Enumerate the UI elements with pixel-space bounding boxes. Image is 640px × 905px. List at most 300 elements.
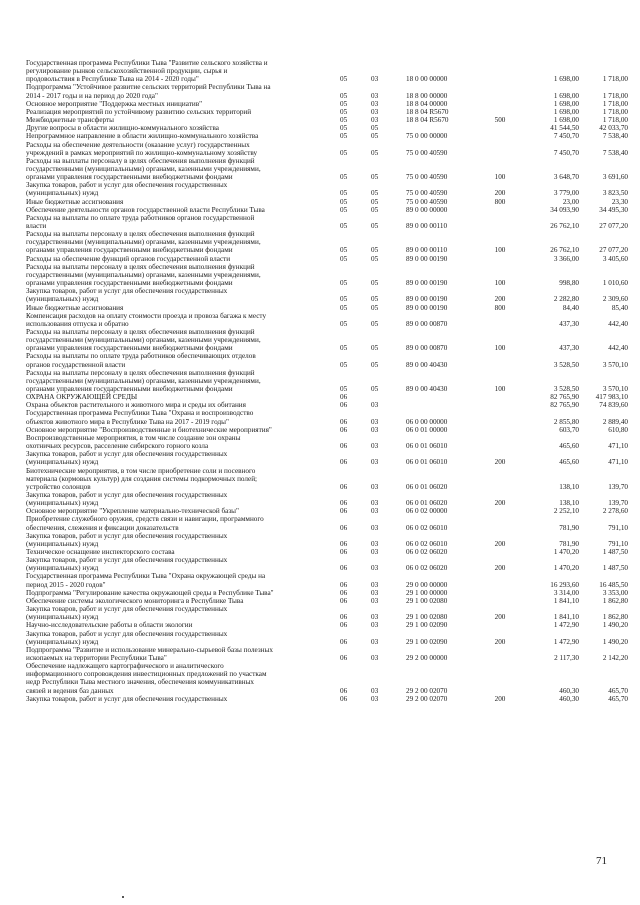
table-row	[0, 369, 640, 393]
amount-year-2: 2 278,60	[602, 507, 628, 516]
expense-type-code: 500	[494, 116, 506, 125]
description-line: Подпрограмма "Устойчивое развитие сельских территорий Республики Тыва на	[26, 83, 271, 92]
expense-type-code: 200	[494, 637, 506, 646]
amount-year-1: 1 698,00	[553, 99, 579, 108]
amount-year-1: 26 762,10	[550, 246, 579, 255]
target-article-code: 89 0 00 00190	[406, 303, 448, 312]
subsection-code: 05	[371, 132, 379, 141]
target-article-code: 06 0 01 00000	[406, 425, 448, 434]
subsection-code: 03	[371, 458, 379, 467]
subsection-code: 03	[371, 548, 379, 556]
section-code: 05	[340, 116, 348, 125]
row-description	[26, 352, 336, 368]
description-line: (муниципальных) нужд	[26, 458, 99, 467]
row-description	[26, 434, 336, 450]
amount-year-2: 1 718,00	[602, 116, 628, 125]
expense-type-code: 200	[494, 295, 506, 304]
section-code: 06	[340, 621, 348, 630]
target-article-code: 29 1 00 02090	[406, 621, 448, 630]
subsection-code: 03	[371, 75, 379, 84]
target-article-code: 06 0 01 06020	[406, 499, 448, 508]
target-article-code: 75 0 00 40590	[406, 173, 448, 182]
description-line: Закупка товаров, работ и услуг для обеспечения государственных	[26, 450, 228, 459]
amount-year-1: 1 472,90	[553, 637, 579, 646]
description-line: государственными (муниципальными) органами, казенными учреждениями,	[26, 336, 261, 345]
table-row	[0, 287, 640, 303]
amount-year-2: 85,40	[611, 303, 628, 312]
subsection-code: 03	[371, 401, 379, 410]
section-code: 06	[340, 539, 348, 548]
section-code: 05	[340, 319, 348, 328]
table-row	[0, 695, 640, 703]
target-article-code: 29 1 00 02080	[406, 596, 448, 605]
amount-year-1: 16 293,60	[550, 580, 579, 589]
description-line: Закупка товаров, работ и услуг для обеспечения государственных	[26, 629, 228, 638]
row-description	[26, 450, 336, 466]
table-row	[0, 548, 640, 556]
description-line: Расходы на выплаты персоналу в целях обеспечения выполнения функций	[26, 368, 255, 377]
amount-year-2: 3 823,50	[602, 189, 628, 198]
subsection-code: 03	[371, 482, 379, 491]
section-code: 05	[340, 148, 348, 157]
amount-year-2: 1 490,20	[602, 637, 628, 646]
target-article-code: 89 0 00 00870	[406, 344, 448, 353]
target-article-code: 06 0 00 00000	[406, 417, 448, 426]
row-description	[26, 328, 336, 352]
amount-year-2: 1 487,50	[602, 564, 628, 573]
description-line: Обеспечение деятельности органов государственной власти Республики Тыва	[26, 205, 265, 214]
amount-year-1: 2 855,80	[553, 417, 579, 426]
subsection-code: 03	[371, 91, 379, 100]
amount-year-2: 34 495,30	[599, 205, 628, 214]
subsection-code: 03	[371, 637, 379, 646]
expense-type-code: 100	[494, 384, 506, 393]
target-article-code: 06 0 02 06010	[406, 539, 448, 548]
subsection-code: 05	[371, 303, 379, 312]
row-description	[26, 83, 336, 99]
row-description	[26, 141, 336, 157]
description-line: (муниципальных) нужд	[26, 564, 99, 573]
table-row	[0, 393, 640, 401]
target-article-code: 06 0 02 06010	[406, 523, 448, 532]
subsection-code: 03	[371, 99, 379, 108]
amount-year-1: 1 841,10	[553, 613, 579, 622]
row-description	[26, 263, 336, 287]
amount-year-1: 7 450,70	[553, 148, 579, 157]
section-code: 06	[340, 482, 348, 491]
description-line: (муниципальных) нужд	[26, 613, 99, 622]
table-row	[0, 206, 640, 214]
amount-year-2: 465,70	[608, 686, 628, 695]
description-line: Иные бюджетные ассигнования	[26, 303, 124, 312]
amount-year-1: 1 698,00	[553, 91, 579, 100]
target-article-code: 18 8 04 R5670	[406, 116, 449, 125]
description-line: Научно-исследовательские работы в области экологии	[26, 621, 193, 630]
table-row	[0, 198, 640, 206]
description-line: ОХРАНА ОКРУЖАЮЩЕЙ СРЕДЫ	[26, 393, 138, 402]
amount-year-1: 1 470,20	[553, 548, 579, 556]
description-line: Охрана объектов растительного и животного мира и среды их обитания	[26, 401, 246, 410]
table-row	[0, 630, 640, 646]
description-line: Реализация мероприятий по устойчивому развитию сельских территорий	[26, 107, 252, 116]
amount-year-1: 460,30	[559, 694, 579, 703]
target-article-code: 29 2 00 02070	[406, 686, 448, 695]
section-code: 05	[340, 279, 348, 288]
amount-year-1: 465,60	[559, 458, 579, 467]
subsection-code: 03	[371, 107, 379, 116]
target-article-code: 75 0 00 00000	[406, 132, 448, 141]
table-row	[0, 556, 640, 572]
amount-year-1: 23,00	[562, 197, 579, 206]
subsection-code: 05	[371, 295, 379, 304]
section-code: 06	[340, 588, 348, 597]
section-code: 06	[340, 637, 348, 646]
description-line: Закупка товаров, работ и услуг для обеспечения государственных	[26, 490, 228, 499]
section-code: 06	[340, 417, 348, 426]
description-line: Расходы на выплаты по оплате труда работников обеспечивающих отделов	[26, 352, 256, 361]
target-article-code: 75 0 00 40590	[406, 197, 448, 206]
section-code: 05	[340, 384, 348, 393]
target-article-code: 89 0 00 00190	[406, 254, 448, 263]
description-line: период 2015 - 2020 годов"	[26, 580, 106, 589]
amount-year-1: 998,80	[559, 279, 579, 288]
amount-year-2: 27 077,20	[599, 246, 628, 255]
subsection-code: 03	[371, 621, 379, 630]
description-line: Приобретение служебного оружия, средств связи и навигации, программного	[26, 515, 264, 524]
description-line: государственными (муниципальными) органами, казенными учреждениями,	[26, 376, 261, 385]
target-article-code: 75 0 00 40590	[406, 189, 448, 198]
row-description	[26, 572, 336, 588]
description-line: Обеспечение надлежащего картографического и аналитического	[26, 662, 224, 671]
subsection-code: 05	[371, 360, 379, 369]
expense-type-code: 200	[494, 499, 506, 508]
amount-year-1: 1 698,00	[553, 75, 579, 84]
target-article-code: 89 0 00 00110	[406, 246, 448, 255]
section-code: 05	[340, 344, 348, 353]
amount-year-2: 42 033,70	[599, 124, 628, 133]
description-line: Закупка товаров, работ и услуг для обеспечения государственных	[26, 694, 228, 703]
description-line: Другие вопросы в области жилищно-коммунального хозяйства	[26, 124, 219, 133]
amount-year-1: 1 472,90	[553, 621, 579, 630]
description-line: Закупка товаров, работ и услуг для обеспечения государственных	[26, 287, 228, 296]
section-code: 05	[340, 91, 348, 100]
amount-year-1: 437,30	[559, 319, 579, 328]
target-article-code: 89 0 00 00190	[406, 295, 448, 304]
expense-type-code: 200	[494, 694, 506, 703]
subsection-code: 03	[371, 539, 379, 548]
description-line: 2014 - 2017 годы и на период до 2020 года"	[26, 91, 158, 100]
description-line: Закупка товаров, работ и услуг для обеспечения государственных	[26, 556, 228, 565]
target-article-code: 89 0 00 00190	[406, 279, 448, 288]
subsection-code: 05	[371, 344, 379, 353]
section-code: 05	[340, 221, 348, 230]
description-line: Расходы на выплаты персоналу в целях обеспечения выполнения функций	[26, 327, 255, 336]
section-code: 06	[340, 499, 348, 508]
description-line: органами управления государственными внебюджетными фондами	[26, 385, 233, 393]
description-line: Государственная программа Республики Тыва "Охрана и воспроизводство	[26, 409, 254, 418]
section-code: 05	[340, 360, 348, 369]
amount-year-2: 1 010,60	[602, 279, 628, 288]
section-code: 05	[340, 246, 348, 255]
section-code: 06	[340, 548, 348, 556]
description-line: Государственная программа Республики Тыва "Охрана окружающей среды на	[26, 572, 266, 581]
target-article-code: 29 1 00 02080	[406, 613, 448, 622]
table-row	[0, 426, 640, 434]
amount-year-2: 3 570,10	[602, 384, 628, 393]
row-description	[26, 206, 336, 214]
table-row	[0, 141, 640, 157]
table-row	[0, 467, 640, 491]
description-line: устройство солонцов	[26, 482, 91, 491]
target-article-code: 06 0 01 06010	[406, 458, 448, 467]
description-line: Закупка товаров, работ и услуг для обеспечения государственных	[26, 531, 228, 540]
description-line: объектов животного мира в Республике Тыва на 2017 - 2019 годы"	[26, 417, 229, 426]
table-row	[0, 230, 640, 254]
row-description	[26, 181, 336, 197]
row-description	[26, 662, 336, 695]
description-line: недр Республики Тыва местного значения, обеспечения коммуникативных	[26, 678, 254, 687]
description-line: (муниципальных) нужд	[26, 295, 99, 304]
row-description	[26, 646, 336, 662]
section-code: 06	[340, 694, 348, 703]
description-line: Расходы на выплаты персоналу в целях обеспечения выполнения функций	[26, 156, 255, 165]
section-code: 06	[340, 653, 348, 662]
amount-year-2: 3 405,60	[602, 254, 628, 263]
section-code: 06	[340, 458, 348, 467]
description-line: государственными (муниципальными) органами, казенными учреждениями,	[26, 238, 261, 247]
row-description	[26, 132, 336, 140]
amount-year-1: 82 765,90	[550, 401, 579, 410]
description-line: органами управления государственными внебюджетными фондами	[26, 246, 233, 255]
description-line: материала (кормовых культур) для создания системы подкормочных полей;	[26, 474, 258, 483]
section-code: 06	[340, 564, 348, 573]
description-line: Государственная программа Республики Тыва "Развитие сельского хозяйства и	[26, 59, 268, 67]
table-row	[0, 157, 640, 181]
description-line: Обеспечение системы экологического мониторинга в Республике Тыва	[26, 596, 244, 605]
description-line: Расходы на выплаты персоналу в целях обеспечения выполнения функций	[26, 262, 255, 271]
description-line: обеспечения, слежения и фиксации доказательств	[26, 523, 179, 532]
subsection-code: 05	[371, 254, 379, 263]
subsection-code: 05	[371, 148, 379, 157]
amount-year-1: 2 252,10	[553, 507, 579, 516]
section-code: 05	[340, 295, 348, 304]
amount-year-1: 437,30	[559, 344, 579, 353]
amount-year-2: 1 718,00	[602, 75, 628, 84]
description-line: Подпрограмма "Развитие и использование минерально-сырьевой базы полезных	[26, 645, 273, 654]
description-line: Компенсация расходов на оплату стоимости проезда и провоза багажа к месту	[26, 311, 267, 320]
row-description	[26, 491, 336, 507]
amount-year-2: 1 490,20	[602, 621, 628, 630]
amount-year-2: 610,80	[608, 425, 628, 434]
subsection-code: 03	[371, 588, 379, 597]
section-code: 05	[340, 132, 348, 141]
table-row	[0, 409, 640, 425]
subsection-code: 05	[371, 197, 379, 206]
row-description	[26, 214, 336, 230]
row-description	[26, 255, 336, 263]
description-line: Закупка товаров, работ и услуг для обеспечения государственных	[26, 181, 228, 190]
table-row	[0, 304, 640, 312]
target-article-code: 06 0 01 06020	[406, 482, 448, 491]
row-description	[26, 116, 336, 124]
subsection-code: 03	[371, 613, 379, 622]
target-article-code: 18 8 00 00000	[406, 91, 448, 100]
section-code: 06	[340, 523, 348, 532]
amount-year-1: 3 779,00	[553, 189, 579, 198]
amount-year-1: 84,40	[562, 303, 579, 312]
amount-year-1: 1 698,00	[553, 107, 579, 116]
amount-year-2: 442,40	[608, 344, 628, 353]
table-row	[0, 352, 640, 368]
description-line: Биотехнические мероприятия, в том числе приобретение соли и посевного	[26, 466, 256, 475]
description-line: органами управления государственными внебюджетными фондами	[26, 344, 233, 353]
subsection-code: 03	[371, 653, 379, 662]
section-code: 05	[340, 107, 348, 116]
description-line: Закупка товаров, работ и услуг для обеспечения государственных	[26, 605, 228, 614]
description-line: Техническое оснащение инспекторского состава	[26, 548, 175, 556]
table-row	[0, 108, 640, 116]
subsection-code: 03	[371, 425, 379, 434]
target-article-code: 29 1 00 00000	[406, 588, 448, 597]
target-article-code: 89 0 00 40430	[406, 360, 448, 369]
table-row	[0, 181, 640, 197]
section-code: 06	[340, 442, 348, 451]
table-row	[0, 214, 640, 230]
amount-year-1: 781,90	[559, 539, 579, 548]
amount-year-1: 1 470,20	[553, 564, 579, 573]
row-description	[26, 59, 336, 83]
amount-year-2: 2 309,60	[602, 295, 628, 304]
description-line: власти	[26, 222, 47, 230]
target-article-code: 89 0 00 40430	[406, 384, 448, 393]
subsection-code: 03	[371, 580, 379, 589]
amount-year-2: 471,10	[608, 458, 628, 467]
section-code: 05	[340, 205, 348, 214]
expense-type-code: 800	[494, 303, 506, 312]
row-description	[26, 621, 336, 629]
target-article-code: 18 8 04 00000	[406, 99, 448, 108]
description-line: Расходы на обеспечение функций органов государственной власти	[26, 254, 231, 263]
section-code: 05	[340, 254, 348, 263]
scan-speck	[122, 896, 124, 898]
section-code: 06	[340, 393, 348, 402]
target-article-code: 89 0 00 00000	[406, 205, 448, 214]
description-line: Непрограммное направление в области жилищно-коммунального хозяйства	[26, 132, 259, 141]
section-code: 05	[340, 197, 348, 206]
amount-year-1: 34 093,90	[550, 205, 579, 214]
row-description	[26, 369, 336, 393]
subsection-code: 03	[371, 694, 379, 703]
amount-year-1: 3 366,00	[553, 254, 579, 263]
amount-year-2: 1 718,00	[602, 107, 628, 116]
row-description	[26, 100, 336, 108]
amount-year-1: 465,60	[559, 442, 579, 451]
table-row	[0, 100, 640, 108]
amount-year-1: 781,90	[559, 523, 579, 532]
description-line: Основное мероприятие "Укрепление материально-технической базы"	[26, 507, 239, 516]
amount-year-1: 1 698,00	[553, 116, 579, 125]
table-row	[0, 662, 640, 695]
section-code: 05	[340, 173, 348, 182]
amount-year-1: 1 841,10	[553, 596, 579, 605]
amount-year-1: 460,30	[559, 686, 579, 695]
table-row	[0, 646, 640, 662]
target-article-code: 06 0 02 06020	[406, 548, 448, 556]
section-code: 06	[340, 580, 348, 589]
section-code: 05	[340, 99, 348, 108]
row-description	[26, 507, 336, 515]
amount-year-2: 3 353,00	[602, 588, 628, 597]
amount-year-1: 138,10	[559, 482, 579, 491]
page-number: 71	[596, 855, 607, 867]
description-line: охотничьих ресурсов, расселение сибирского горного козла	[26, 442, 209, 451]
description-line: Воспроизводственные мероприятия, в том числе создание зон охраны	[26, 433, 241, 442]
description-line: учреждений в рамках мероприятий по жилищно-коммунальному хозяйству	[26, 148, 258, 157]
subsection-code: 03	[371, 442, 379, 451]
expense-type-code: 200	[494, 564, 506, 573]
amount-year-1: 2 117,30	[554, 653, 579, 662]
amount-year-2: 442,40	[608, 319, 628, 328]
table-row	[0, 132, 640, 140]
subsection-code: 03	[371, 116, 379, 125]
target-article-code: 06 0 02 06020	[406, 564, 448, 573]
subsection-code: 05	[371, 384, 379, 393]
table-row	[0, 124, 640, 132]
subsection-code: 05	[371, 246, 379, 255]
subsection-code: 05	[371, 279, 379, 288]
description-line: продовольствия в Республике Тыва на 2014 - 2020 годы"	[26, 75, 199, 84]
description-line: связей и ведения баз данных	[26, 686, 114, 695]
subsection-code: 05	[371, 205, 379, 214]
amount-year-1: 7 450,70	[553, 132, 579, 141]
description-line: государственными (муниципальными) органами, казенными учреждениями,	[26, 270, 261, 279]
table-row	[0, 312, 640, 328]
row-description	[26, 556, 336, 572]
subsection-code: 03	[371, 507, 379, 516]
target-article-code: 18 0 00 00000	[406, 75, 448, 84]
target-article-code: 89 0 00 00110	[406, 221, 448, 230]
table-row	[0, 116, 640, 124]
row-description	[26, 287, 336, 303]
table-row	[0, 450, 640, 466]
description-line: Расходы на выплаты персоналу в целях обеспечения выполнения функций	[26, 230, 255, 239]
subsection-code: 03	[371, 686, 379, 695]
amount-year-1: 3 314,00	[553, 588, 579, 597]
target-article-code: 89 0 00 00870	[406, 319, 448, 328]
description-line: Межбюджетные трансферты	[26, 116, 114, 125]
expense-type-code: 200	[494, 458, 506, 467]
row-description	[26, 695, 336, 703]
table-row	[0, 507, 640, 515]
row-description	[26, 589, 336, 597]
row-description	[26, 597, 336, 605]
expense-type-code: 100	[494, 173, 506, 182]
row-description	[26, 630, 336, 646]
target-article-code: 06 0 01 06010	[406, 442, 448, 451]
table-row	[0, 597, 640, 605]
description-line: органами управления государственными внебюджетными фондами	[26, 173, 233, 182]
description-line: (муниципальных) нужд	[26, 637, 99, 646]
amount-year-2: 1 862,80	[602, 596, 628, 605]
subsection-code: 03	[371, 596, 379, 605]
section-code: 05	[340, 189, 348, 198]
amount-year-2: 1 718,00	[602, 91, 628, 100]
description-line: (муниципальных) нужд	[26, 499, 99, 508]
description-line: (муниципальных) нужд	[26, 189, 99, 198]
amount-year-2: 1 487,50	[602, 548, 628, 556]
target-article-code: 75 0 00 40590	[406, 148, 448, 157]
subsection-code: 03	[371, 417, 379, 426]
